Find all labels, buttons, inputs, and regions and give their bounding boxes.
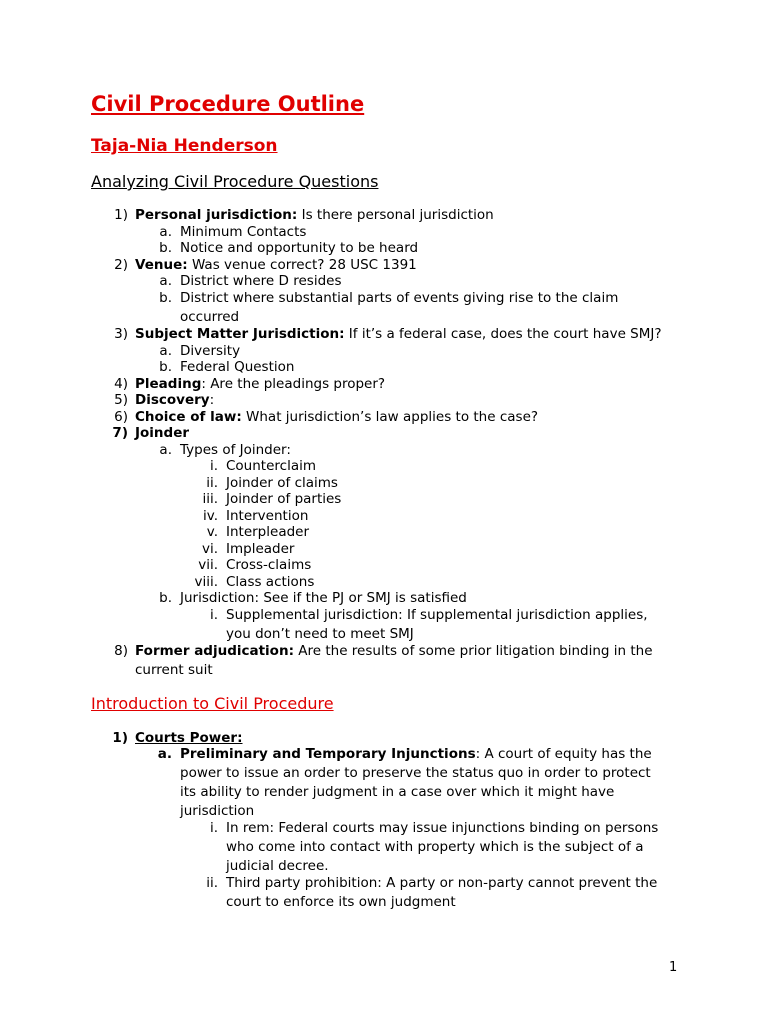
list-number: 2) — [114, 257, 128, 273]
sub-marker: b. — [159, 240, 172, 256]
roman-item: Supplemental jurisdiction: If supplemental jurisdiction applies, — [226, 607, 648, 623]
page-number: 1 — [669, 960, 678, 975]
sub-item: District where D resides — [180, 273, 342, 289]
roman-item: Third party prohibition: A party or non-party cannot prevent the — [226, 875, 658, 891]
sub-item: Minimum Contacts — [180, 224, 307, 240]
sub-marker: b. — [159, 290, 172, 306]
sub-marker: a. — [159, 442, 172, 458]
roman-item: In rem: Federal courts may issue injunctions binding on persons — [226, 820, 659, 836]
sub-marker: b. — [159, 590, 172, 606]
sub-item-continued: jurisdiction — [180, 803, 255, 819]
sub-marker: a. — [159, 273, 172, 289]
list-number: 7) — [112, 425, 128, 441]
list-item: Choice of law: What jurisdiction’s law applies to the case? — [135, 409, 539, 425]
sub-item: Jurisdiction: See if the PJ or SMJ is satisfied — [180, 590, 467, 606]
list-number: 8) — [114, 643, 128, 659]
list-number: 1) — [112, 730, 128, 746]
list-item: Pleading: Are the pleadings proper? — [135, 376, 386, 392]
roman-marker: ii. — [206, 875, 218, 891]
roman-marker: iv. — [203, 508, 218, 524]
list-number: 1) — [114, 207, 128, 223]
list-item: Joinder — [135, 425, 190, 441]
section-heading: Analyzing Civil Procedure Questions — [91, 172, 379, 191]
list-item: Venue: Was venue correct? 28 USC 1391 — [135, 257, 417, 273]
roman-marker: iii. — [202, 491, 218, 507]
roman-item: Counterclaim — [226, 458, 316, 474]
roman-item: Intervention — [226, 508, 309, 524]
roman-marker: i. — [209, 607, 218, 623]
sub-item-continued: occurred — [180, 309, 240, 325]
list-item: Courts Power: — [135, 730, 243, 746]
sub-item: Diversity — [180, 343, 241, 359]
roman-item: Interpleader — [226, 524, 310, 540]
sub-item-continued: its ability to render judgment in a case over which it might have — [180, 784, 615, 800]
sub-marker: a. — [159, 343, 172, 359]
section-heading: Introduction to Civil Procedure — [91, 694, 334, 713]
list-item: Former adjudication: Are the results of some prior litigation binding in the — [135, 643, 653, 659]
sub-item: Types of Joinder: — [180, 442, 291, 458]
sub-marker: b. — [159, 359, 172, 375]
roman-marker: v. — [206, 524, 218, 540]
roman-item: Impleader — [226, 541, 295, 557]
roman-item-continued: who come into contact with property which is the subject of a — [226, 839, 644, 855]
list-number: 6) — [114, 409, 128, 425]
sub-item: Federal Question — [180, 359, 295, 375]
roman-marker: viii. — [194, 574, 218, 590]
list-number: 3) — [114, 326, 128, 342]
roman-item-continued: court to enforce its own judgment — [226, 894, 456, 910]
list-item: Subject Matter Jurisdiction: If it’s a federal case, does the court have SMJ? — [135, 326, 662, 342]
list-item: Discovery: — [135, 392, 215, 408]
roman-marker: vii. — [198, 557, 218, 573]
list-item-continued: current suit — [135, 662, 213, 678]
document-title: Civil Procedure Outline — [91, 92, 365, 116]
sub-marker: a. — [159, 224, 172, 240]
roman-marker: ii. — [206, 475, 218, 491]
list-number: 4) — [114, 376, 128, 392]
author-name: Taja-Nia Henderson — [91, 136, 278, 156]
roman-item-continued: you don’t need to meet SMJ — [226, 626, 414, 642]
sub-marker: a. — [157, 746, 172, 762]
roman-marker: i. — [209, 458, 218, 474]
roman-marker: i. — [209, 820, 218, 836]
roman-marker: vi. — [201, 541, 218, 557]
sub-item: Preliminary and Temporary Injunctions: A court of equity has the — [180, 746, 652, 762]
sub-item: Notice and opportunity to be heard — [180, 240, 419, 256]
list-number: 5) — [114, 392, 128, 408]
roman-item: Joinder of claims — [226, 475, 338, 491]
roman-item: Cross-claims — [226, 557, 312, 573]
list-item: Personal jurisdiction: Is there personal jurisdiction — [135, 207, 494, 223]
sub-item: District where substantial parts of events giving rise to the claim — [180, 290, 619, 306]
roman-item: Class actions — [226, 574, 315, 590]
roman-item: Joinder of parties — [226, 491, 342, 507]
roman-item-continued: judicial decree. — [226, 858, 329, 874]
sub-item-continued: power to issue an order to preserve the status quo in order to protect — [180, 765, 651, 781]
